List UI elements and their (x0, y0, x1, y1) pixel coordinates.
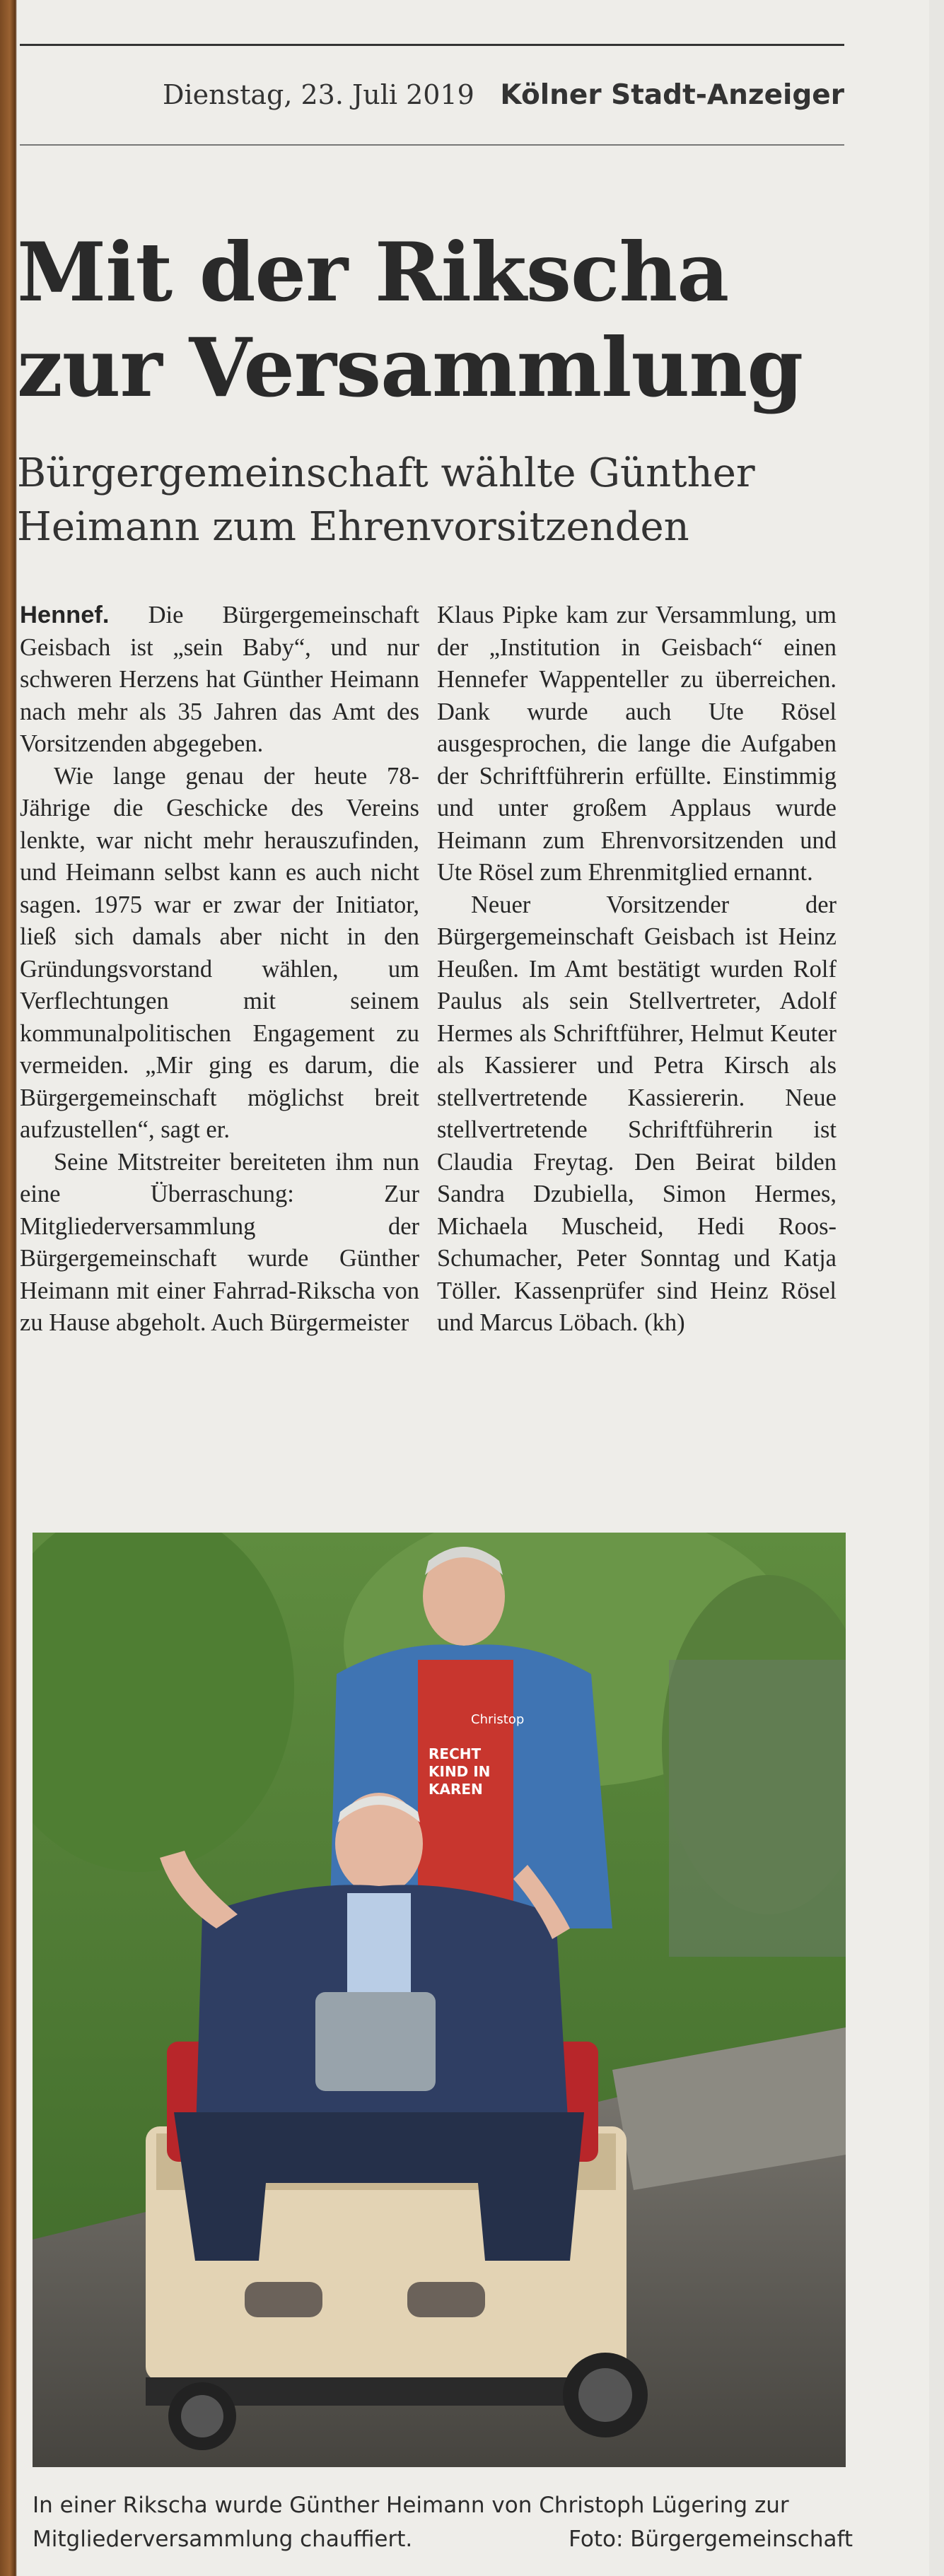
photo-caption (33, 2488, 853, 2556)
photo-credit: Foto: Bürgergemeinschaft (569, 2527, 853, 2552)
top-rule (20, 44, 844, 46)
shirt-print: Christop (471, 1712, 525, 1727)
paragraph (20, 599, 419, 761)
article-column-left (20, 599, 419, 1340)
caption-line-2: Mitgliederversammlung chauffiert. (33, 2527, 413, 2552)
headline-line-1: Mit der Rikscha (17, 225, 729, 320)
shirt-print: RECHT (429, 1745, 482, 1762)
article-photo (33, 1533, 846, 2467)
headline-line-2: zur Versammlung (17, 320, 803, 415)
paragraph: Neuer Vorsitzender der Bürgergemeinschaft Geisbach ist Heinz Heußen. Im Amt bestätigt wurden Rolf Paulus als sein Stellvertreter, Adolf Hermes als Schriftführer, Helmut Keuter als Kassierer und Petra Kirsch als stellvertretende Kassiererin. Neue stellvertretende Schriftführerin ist Claudia Freytag. Den Beirat bilden Sandra Dzubiella, Simon Hermes, Michaela Muscheid, Hedi Roos-Schumacher, Peter Sonntag und Katja Töller. Kassenprüfer sind Heinz Rösel und Marcus Löbach. (kh) (437, 891, 837, 1336)
article-subheadline (17, 447, 866, 554)
newspaper-page (17, 0, 929, 2576)
header-rule (20, 144, 844, 146)
issue-date: Dienstag, 23. Juli 2019 (163, 79, 474, 110)
paragraph-text: Die Bürgergemeinschaft Geisbach ist „sein Baby“, und nur schweren Herzens hat Günther Heimann nach mehr als 35 Jahren das Amt des Vorsitzenden abgegeben. (20, 602, 419, 757)
newspaper-name: Kölner Stadt-Anzeiger (500, 79, 844, 111)
article-headline (17, 225, 866, 416)
article-column-right (437, 599, 837, 1340)
dateline-location: Hennef. (20, 602, 110, 628)
shirt-print: KAREN (429, 1781, 483, 1798)
caption-line-1: In einer Rikscha wurde Günther Heimann von Christoph Lügering zur (33, 2493, 789, 2518)
caption-line-2-row (33, 2522, 853, 2556)
paragraph: Seine Mitstreiter bereiteten ihm nun eine Überraschung: Zur Mitgliederversammlung der Bürgergemeinschaft wurde Günther Heimann mit einer Fahrrad-Rikscha von zu Hause abgeholt. Auch Bürgermeister (20, 1148, 419, 1336)
subheadline-line-1: Bürgergemeinschaft wählte Günther (17, 450, 755, 496)
paragraph: Wie lange genau der heute 78-Jährige die Geschicke des Vereins lenkte, war nicht mehr herauszufinden, und Heimann selbst kann es auch nicht sagen. 1975 war er zwar der Initiator, ließ sich damals aber nicht in den Gründungsvorstand wählen, um Verflechtungen mit seinem kommunalpolitischen Engagement zu vermeiden. „Mir ging es darum, die Bürgergemeinschaft möglichst breit aufzustellen“, sagt er. (20, 762, 419, 1143)
subheadline-line-2: Heimann zum Ehrenvorsitzenden (17, 504, 689, 550)
shirt-print: KIND IN (429, 1763, 491, 1780)
paragraph: Klaus Pipke kam zur Versammlung, um der „Institution in Geisbach“ einen Hennefer Wappenteller zu überreichen. Dank wurde auch Ute Rösel ausgesprochen, die lange die Aufgaben der Schriftführerin erfüllte. Einstimmig und unter großem Applaus wurde Heimann zum Ehrenvorsitzenden und Ute Rösel zum Ehrenmitglied ernannt. (437, 602, 837, 886)
page-header (163, 79, 844, 111)
